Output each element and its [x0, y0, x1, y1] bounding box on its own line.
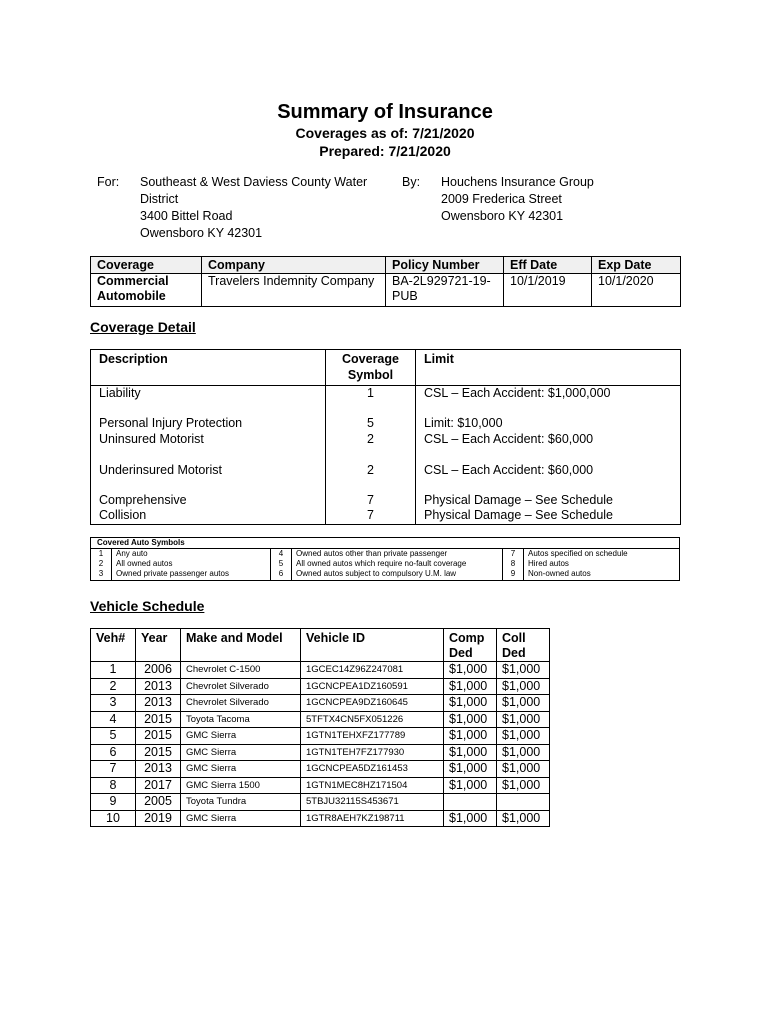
vehicle-vin: 1GTN1TEH7FZ177930 [301, 744, 444, 761]
vehicle-coll-ded: $1,000 [497, 744, 550, 761]
document-title: Summary of Insurance [277, 101, 493, 123]
vehicle-header-row [91, 629, 550, 662]
vehicle-comp-ded: $1,000 [444, 761, 497, 778]
col-policy-number: Policy Number [386, 257, 504, 274]
vehicle-comp-ded: $1,000 [444, 678, 497, 695]
policy-table [90, 256, 681, 307]
vehicle-number: 1 [91, 662, 136, 679]
symbol-number: 2 [91, 559, 112, 569]
detail-row [91, 508, 681, 524]
symbol-header-line: Symbol [347, 367, 394, 382]
vehicle-schedule-heading: Vehicle Schedule [90, 598, 205, 614]
vehicle-comp-ded: $1,000 [444, 662, 497, 679]
vehicle-comp-ded: $1,000 [444, 744, 497, 761]
vehicle-make-model: GMC Sierra [181, 728, 301, 745]
symbol-number: 4 [271, 549, 292, 560]
vehicle-vin: 1GTN1TEHXFZ177789 [301, 728, 444, 745]
col-coverage: Coverage [91, 257, 202, 274]
detail-symbol: 2 [326, 432, 416, 463]
symbol-number: 3 [91, 569, 112, 581]
vehicle-coll-ded: $1,000 [497, 662, 550, 679]
policy-number [386, 274, 504, 307]
symbol-text: Owned autos other than private passenger [292, 549, 503, 560]
symbols-caption-row [91, 538, 680, 549]
symbol-text: Owned autos subject to compulsory U.M. law [292, 569, 503, 581]
vehicle-row [91, 711, 550, 728]
vehicle-year: 2015 [136, 744, 181, 761]
vehicle-row [91, 662, 550, 679]
vehicle-make-model: GMC Sierra 1500 [181, 777, 301, 794]
detail-limit: CSL – Each Accident: $60,000 [416, 432, 681, 463]
vehicle-number: 5 [91, 728, 136, 745]
vehicle-number: 2 [91, 678, 136, 695]
for-label: For: [97, 175, 120, 189]
vehicle-number: 7 [91, 761, 136, 778]
detail-symbol: 5 [326, 416, 416, 432]
vehicle-make-model: GMC Sierra [181, 744, 301, 761]
insured-line: 3400 Bittel Road [140, 209, 233, 223]
symbol-text: Any auto [112, 549, 271, 560]
insured-line: Southeast & West Daviess County Water [140, 175, 368, 189]
prepared-date: Prepared: 7/21/2020 [319, 143, 451, 159]
symbol-number: 5 [271, 559, 292, 569]
detail-row [91, 432, 681, 463]
symbols-row [91, 549, 680, 560]
vehicle-rows [91, 662, 550, 827]
vehicle-row [91, 777, 550, 794]
agency-address [441, 174, 594, 225]
insured-line: Owensboro KY 42301 [140, 226, 263, 240]
col-veh-number: Veh# [91, 629, 136, 662]
agency-line: Owensboro KY 42301 [441, 209, 564, 223]
vehicle-number: 3 [91, 695, 136, 712]
vehicle-make-model: Chevrolet C-1500 [181, 662, 301, 679]
vehicle-vin: 1GCNCPEA1DZ160591 [301, 678, 444, 695]
vehicle-number: 9 [91, 794, 136, 811]
detail-symbol: 7 [326, 493, 416, 509]
symbol-text: Autos specified on schedule [524, 549, 680, 560]
vehicle-vin: 1GCEC14Z96Z247081 [301, 662, 444, 679]
vehicle-year: 2013 [136, 761, 181, 778]
vehicle-vin: 1GCNCPEA9DZ160645 [301, 695, 444, 712]
vehicle-row [91, 794, 550, 811]
vehicle-schedule-table [90, 628, 550, 827]
vehicle-make-model: Toyota Tundra [181, 794, 301, 811]
vehicle-coll-ded: $1,000 [497, 728, 550, 745]
col-coll-ded [497, 629, 550, 662]
symbol-number: 7 [503, 549, 524, 560]
col-comp-ded [444, 629, 497, 662]
symbol-text: Owned private passenger autos [112, 569, 271, 581]
coverage-line: Commercial [97, 274, 169, 288]
vehicle-year: 2006 [136, 662, 181, 679]
detail-description: Comprehensive [99, 492, 187, 507]
detail-description: Uninsured Motorist [99, 431, 204, 446]
vehicle-year: 2019 [136, 810, 181, 827]
detail-description: Collision [99, 508, 147, 522]
vehicle-number: 6 [91, 744, 136, 761]
vehicle-comp-ded: $1,000 [444, 777, 497, 794]
vehicle-coll-ded: $1,000 [497, 777, 550, 794]
vehicle-comp-ded: $1,000 [444, 728, 497, 745]
symbols-row [91, 569, 680, 581]
policy-number-line: PUB [392, 289, 418, 303]
vehicle-year: 2015 [136, 728, 181, 745]
vehicle-vin: 1GCNCPEA5DZ161453 [301, 761, 444, 778]
vehicle-make-model: Chevrolet Silverado [181, 678, 301, 695]
vehicle-coll-ded: $1,000 [497, 761, 550, 778]
comp-header-line: Comp [449, 631, 485, 645]
detail-limit: Physical Damage – See Schedule [416, 508, 681, 524]
col-year: Year [136, 629, 181, 662]
symbol-text: Non-owned autos [524, 569, 680, 581]
detail-limit: Limit: $10,000 [416, 416, 681, 432]
vehicle-row [91, 744, 550, 761]
detail-description: Underinsured Motorist [99, 462, 222, 477]
vehicle-row [91, 728, 550, 745]
col-limit: Limit [416, 350, 681, 386]
symbol-text: All owned autos [112, 559, 271, 569]
policy-coverage [91, 274, 202, 307]
vehicle-coll-ded: $1,000 [497, 678, 550, 695]
symbols-row [91, 559, 680, 569]
insured-line: District [140, 192, 179, 206]
vehicle-make-model: GMC Sierra [181, 761, 301, 778]
symbol-number: 1 [91, 549, 112, 560]
vehicle-vin: 5TFTX4CN5FX051226 [301, 711, 444, 728]
covered-auto-symbols-table [90, 537, 680, 581]
detail-row [91, 386, 681, 417]
vehicle-coll-ded: $1,000 [497, 695, 550, 712]
vehicle-year: 2013 [136, 678, 181, 695]
vehicle-row [91, 695, 550, 712]
col-exp-date: Exp Date [592, 257, 681, 274]
symbol-number: 9 [503, 569, 524, 581]
policy-number-line: BA-2L929721-19- [392, 274, 491, 288]
coverage-detail-table [90, 349, 681, 525]
col-eff-date: Eff Date [504, 257, 592, 274]
vehicle-row [91, 678, 550, 695]
vehicle-vin: 1GTR8AEH7KZ198711 [301, 810, 444, 827]
vehicle-year: 2015 [136, 711, 181, 728]
vehicle-coll-ded: $1,000 [497, 711, 550, 728]
vehicle-number: 8 [91, 777, 136, 794]
vehicle-number: 10 [91, 810, 136, 827]
col-make-model: Make and Model [181, 629, 301, 662]
coll-header-line: Coll [502, 631, 526, 645]
detail-symbol: 2 [326, 463, 416, 493]
col-coverage-symbol [326, 350, 416, 386]
col-company: Company [202, 257, 386, 274]
insured-address [140, 174, 367, 242]
vehicle-comp-ded [444, 794, 497, 811]
vehicle-make-model: GMC Sierra [181, 810, 301, 827]
vehicle-vin: 1GTN1MEC8HZ171504 [301, 777, 444, 794]
detail-row [91, 493, 681, 509]
detail-header-row [91, 350, 681, 386]
col-vehicle-id: Vehicle ID [301, 629, 444, 662]
vehicle-make-model: Toyota Tacoma [181, 711, 301, 728]
vehicle-coll-ded: $1,000 [497, 810, 550, 827]
vehicle-year: 2005 [136, 794, 181, 811]
vehicle-comp-ded: $1,000 [444, 810, 497, 827]
detail-limit: CSL – Each Accident: $60,000 [416, 463, 681, 493]
coll-header-line: Ded [502, 646, 526, 660]
vehicle-comp-ded: $1,000 [444, 711, 497, 728]
policy-exp-date: 10/1/2020 [592, 274, 681, 307]
agency-line: 2009 Frederica Street [441, 192, 562, 206]
detail-row [91, 416, 681, 432]
vehicle-make-model: Chevrolet Silverado [181, 695, 301, 712]
detail-row [91, 463, 681, 493]
col-description: Description [91, 350, 326, 386]
vehicle-vin: 5TBJU32115S453671 [301, 794, 444, 811]
symbol-number: 6 [271, 569, 292, 581]
coverage-detail-heading: Coverage Detail [90, 319, 196, 335]
symbols-caption: Covered Auto Symbols [91, 538, 680, 549]
detail-symbol: 1 [326, 386, 416, 417]
vehicle-number: 4 [91, 711, 136, 728]
vehicle-row [91, 761, 550, 778]
detail-description: Personal Injury Protection [99, 416, 243, 430]
detail-description: Liability [99, 386, 141, 400]
symbol-header-line: Coverage [342, 352, 399, 366]
vehicle-row [91, 810, 550, 827]
symbol-number: 8 [503, 559, 524, 569]
coverages-as-of: Coverages as of: 7/21/2020 [295, 125, 475, 141]
policy-row [91, 274, 681, 307]
policy-eff-date: 10/1/2019 [504, 274, 592, 307]
vehicle-year: 2017 [136, 777, 181, 794]
coverage-line: Automobile [97, 289, 166, 303]
vehicle-comp-ded: $1,000 [444, 695, 497, 712]
comp-header-line: Ded [449, 646, 473, 660]
detail-limit: CSL – Each Accident: $1,000,000 [416, 386, 681, 417]
symbol-text: All owned autos which require no-fault coverage [292, 559, 503, 569]
symbol-text: Hired autos [524, 559, 680, 569]
agency-line: Houchens Insurance Group [441, 175, 594, 189]
policy-header-row [91, 257, 681, 274]
detail-limit: Physical Damage – See Schedule [416, 493, 681, 509]
by-label: By: [402, 175, 421, 189]
vehicle-coll-ded [497, 794, 550, 811]
vehicle-year: 2013 [136, 695, 181, 712]
detail-symbol: 7 [326, 508, 416, 524]
policy-company: Travelers Indemnity Company [202, 274, 386, 307]
